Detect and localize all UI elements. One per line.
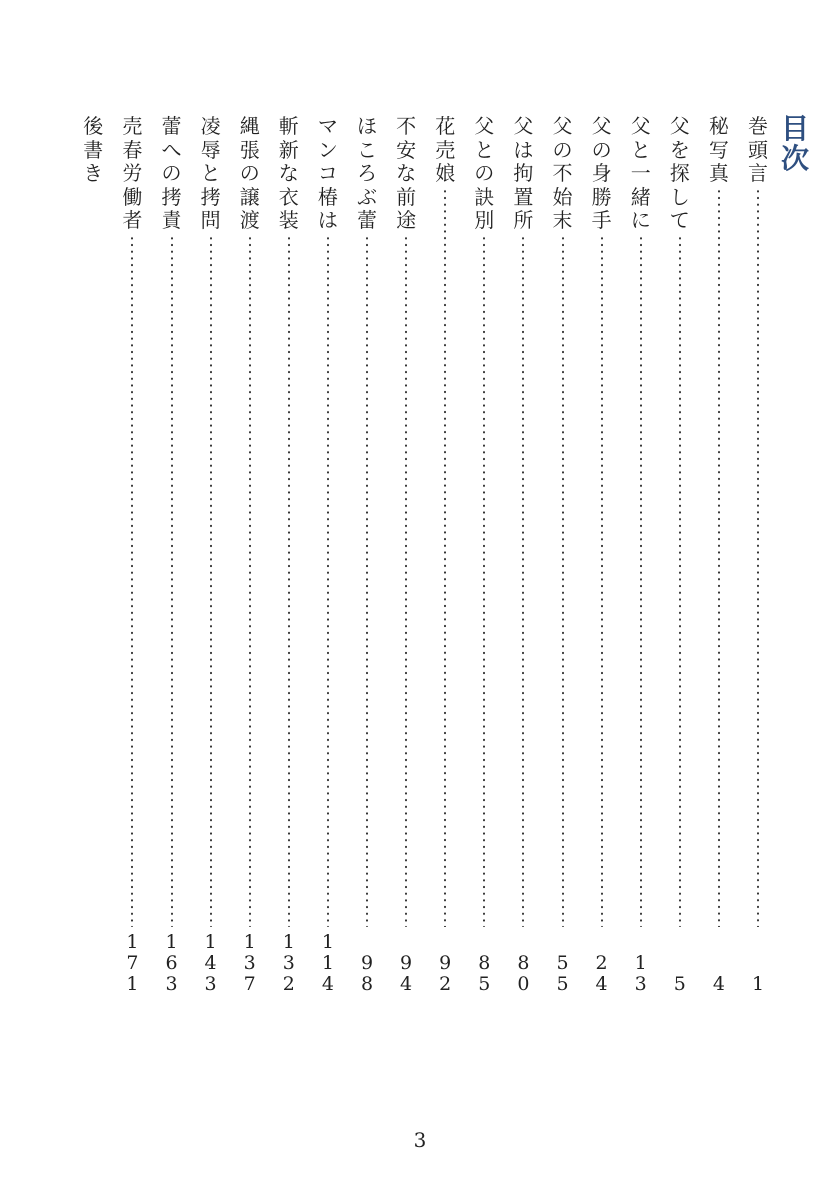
heading-char: 次 — [780, 142, 809, 175]
toc-entry-title: 売 春 労 働 者 — [122, 114, 143, 232]
toc-entry[interactable] — [114, 115, 150, 995]
toc-entry-title: 凌 辱 と 拷 問 — [200, 114, 221, 232]
toc-entry-title: 父 の 身 勝 手 — [591, 114, 612, 232]
toc-entry[interactable] — [75, 115, 111, 995]
toc-entry-title: 花 売 娘 — [435, 114, 456, 185]
toc-entry-page: 1 6 3 — [165, 931, 178, 995]
dot-leader — [505, 235, 541, 928]
dot-leader — [701, 188, 737, 928]
toc-entry-page: 9 4 — [400, 952, 413, 995]
dot-leader — [154, 235, 190, 928]
dot-leader — [662, 235, 698, 928]
page-number: 3 — [413, 1128, 427, 1152]
toc-entry-page: 5 — [673, 973, 686, 995]
toc-entry[interactable] — [427, 115, 463, 995]
toc-entry[interactable] — [662, 115, 698, 995]
toc-entry[interactable] — [701, 115, 737, 995]
dot-leader — [193, 235, 229, 928]
toc-entry-title: 父 を 探 し て — [669, 114, 690, 232]
toc-entry[interactable] — [271, 115, 307, 995]
dot-leader — [545, 235, 581, 928]
toc-entry[interactable] — [154, 115, 190, 995]
toc-entry-page: 1 4 3 — [204, 931, 217, 995]
toc-heading — [778, 114, 812, 174]
toc-entry[interactable] — [349, 115, 385, 995]
dot-leader — [427, 188, 463, 928]
toc-entry-title: 巻 頭 言 — [748, 114, 768, 185]
heading-char: 目 — [780, 112, 809, 145]
dot-leader — [388, 235, 424, 928]
toc-entry[interactable] — [466, 115, 502, 995]
toc-entry-page: 1 1 4 — [321, 931, 334, 995]
toc-entry[interactable] — [193, 115, 229, 995]
toc-entry[interactable] — [584, 115, 620, 995]
toc-entry-title: 斬 新 な 衣 装 — [278, 114, 299, 232]
toc-entry-page: 4 — [712, 973, 725, 995]
toc-entry[interactable] — [232, 115, 268, 995]
toc-entry-title: 父 の 不 始 末 — [552, 114, 573, 232]
toc-entry-page: 8 5 — [478, 952, 491, 995]
dot-leader — [271, 235, 307, 928]
dot-leader — [740, 188, 776, 928]
toc-entry-title: 父 と の 訣 別 — [474, 114, 495, 232]
dot-leader — [466, 235, 502, 928]
toc-entry-page: 5 5 — [556, 952, 569, 995]
toc-entry-page: 1 3 — [634, 952, 647, 995]
toc-entry[interactable] — [623, 115, 659, 995]
toc-entry[interactable] — [310, 115, 346, 995]
toc-entry-page: 9 2 — [439, 952, 452, 995]
dot-leader — [114, 235, 150, 928]
toc-entry[interactable] — [740, 115, 776, 995]
toc-entry-title: 秘 写 真 — [708, 114, 729, 185]
toc-entry-page: 1 — [751, 973, 765, 995]
toc-entry[interactable] — [545, 115, 581, 995]
toc-entry-page: 1 7 1 — [126, 931, 139, 995]
dot-leader — [623, 235, 659, 928]
toc-entry-page: 8 0 — [517, 952, 530, 995]
dot-leader — [349, 235, 385, 928]
toc-entry[interactable] — [388, 115, 424, 995]
toc-entry-title: 蕾 へ の 拷 責 — [161, 114, 182, 232]
toc-entry-page: 2 4 — [595, 952, 608, 995]
dot-leader — [584, 235, 620, 928]
toc-entry-title: 父 と 一 緒 に — [630, 114, 651, 232]
dot-leader — [232, 235, 268, 928]
toc-entry-title: マ ン コ 椿 は — [317, 114, 338, 232]
toc-entry-title: 縄 張 の 譲 渡 — [239, 114, 260, 232]
toc-entry[interactable] — [505, 115, 541, 995]
toc-entry-page: 1 3 7 — [243, 931, 256, 995]
toc-entry-title: 父 は 拘 置 所 — [513, 114, 534, 232]
toc-entry-title: 不 安 な 前 途 — [396, 114, 417, 232]
toc-entry-page: 9 8 — [360, 952, 374, 995]
dot-leader — [310, 235, 346, 928]
toc-entry-page: 1 3 2 — [282, 931, 295, 995]
toc-entry-title: ほ こ ろ ぶ 蕾 — [357, 114, 377, 232]
toc-entry-title: 後 書 き — [83, 114, 104, 185]
